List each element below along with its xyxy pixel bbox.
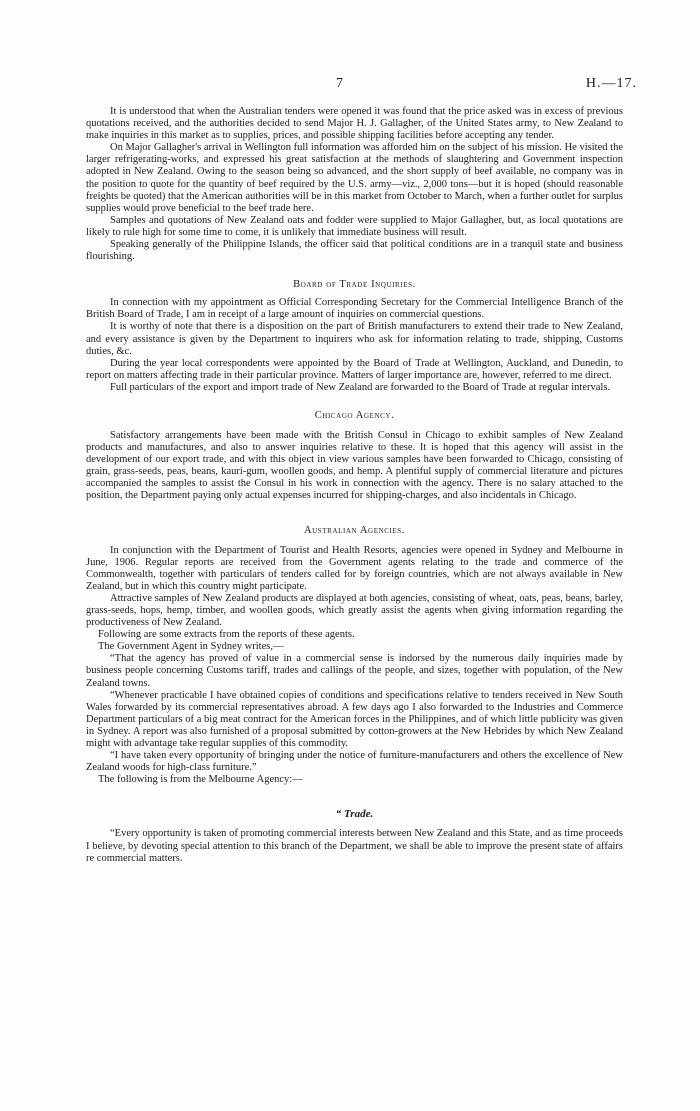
section-title-australian-agencies: Australian Agencies. <box>303 524 406 536</box>
page-header <box>86 76 637 96</box>
australian-agencies-paragraph: In conjunction with the Department of Tourist and Health Resorts, agencies were opened in Sydney and Melbourne in June, 1906. Regular reports are received from the Government agents relating to the trade and commerce of the Commonwealth, together with particulars of tenders called for by foreign countries, which are not always available in New Zealand, but in which this country might participate. <box>86 544 623 592</box>
chicago-agency-paragraph: Satisfactory arrangements have been made with the British Consul in Chicago to exhibit samples of New Zealand products and manufactures, and also to answer inquiries relative to these. It is hoped that this agency will assist in the development of our export trade, and with this object in view various samples have been forwarded to Chicago, consisting of grain, grass-seeds, peas, beans, kauri-gum, woollen goods, and hemp. A plentiful supply of commercial literature and pictures accompanied the samples to assist the Consul in his work in connection with the agency. There is no salary attached to the position, the Department paying only actual expenses incurred for shipping-charges, and also incidentals in Chicago. <box>86 429 623 502</box>
board-of-trade-paragraph: During the year local correspondents were appointed by the Board of Trade at Wellington, Auckland, and Dunedin, to report on matters affecting trade in their particular province. Matters of larger importance are, however, referred to me direct. <box>86 357 623 381</box>
intro-paragraph: Samples and quotations of New Zealand oats and fodder were supplied to Major Gallagher, but, as local quotations are likely to rule high for some time to come, it is unlikely that immediate business will result. <box>86 214 623 238</box>
section-title-board-of-trade: Board of Trade Inquiries. <box>293 279 416 291</box>
trade-paragraph: “Every opportunity is taken of promoting commercial interests between New Zealand and this State, and as time proceeds I believe, by devoting special attention to this branch of the Department, we shall be able to improve the present state of affairs re commercial matters. <box>86 828 623 864</box>
intro-paragraph: Speaking generally of the Philippine Islands, the officer said that political conditions are in a tranquil state and business flourishing. <box>86 239 623 263</box>
quoted-paragraph: “Whenever practicable I have obtained copies of conditions and specifications relative to tenders received in New South Wales forwarded by its commercial representatives abroad. A few days ago I also forwarded to the Industries and Commerce Department particulars of a big meat contract for the American forces in the Philippines, and of which little publicity was given in Sydney. A report was also furnished of a proposal submitted by cotton-growers at the New Hebrides by which New Zealand might with advantage take regular supplies of this commodity. <box>86 689 623 750</box>
australian-agencies-paragraph: Attractive samples of New Zealand products are displayed at both agencies, consisting of wheat, oats, peas, beans, barley, grass-seeds, hops, hemp, timber, and woollen goods, which greatly assist the agents when giving information regarding the productiveness of New Zealand. <box>86 592 623 629</box>
section-title-chicago-agency: Chicago Agency. <box>314 409 395 421</box>
board-of-trade-paragraph: Full particulars of the export and import trade of New Zealand are forwarded to the Board of Trade at regular intervals. <box>110 381 611 393</box>
australian-agencies-paragraph: The Government Agent in Sydney writes,— <box>98 641 284 653</box>
quoted-paragraph: “I have taken every opportunity of bringing under the notice of furniture-manufacturers and others the excellence of New Zealand woods for high-class furniture.” <box>86 750 623 774</box>
section-title-trade: “ Trade. <box>335 808 374 821</box>
australian-agencies-paragraph: The following is from the Melbourne Agency:— <box>98 774 303 786</box>
board-of-trade-paragraph: It is worthy of note that there is a disposition on the part of British manufacturers to extend their trade to New Zealand, and every assistance is given by the Department to inquirers who ask for information relating to trade, shipping, Customs duties, &c. <box>86 321 623 357</box>
intro-paragraph: It is understood that when the Australian tenders were opened it was found that the price asked was in excess of previous quotations received, and the authorities decided to send Major H. J. Gallagher, of the United States army, to New Zealand to make inquiries in this market as to supplies, prices, and possible shipping facilities before accepting any tender. <box>86 106 623 142</box>
quoted-paragraph: “That the agency has proved of value in a commercial sense is indorsed by the numerous daily inquiries made by business people concerning Customs tariff, trades and callings of the people, and sizes, together with population, of the New Zealand towns. <box>86 653 623 689</box>
board-of-trade-paragraph: In connection with my appointment as Official Corresponding Secretary for the Commercial Intelligence Branch of the British Board of Trade, I am in receipt of a large amount of inquiries on commercial questions. <box>86 297 623 321</box>
intro-paragraph: On Major Gallagher's arrival in Wellington full information was afforded him on the subject of his mission. He visited the larger refrigerating-works, and expressed his great satisfaction at the methods of slaughtering and Government inspection adopted in New Zealand. Owing to the season being so advanced, and the short supply of beef available, no company was in the position to quote for the quantity of beef required by the U.S. army—viz., 2,000 tons—but it is hoped (should reasonable freights be quoted) that the American authorities will be in this market from October to March, when a further outlet for surplus supplies would prove beneficial to the beef trade here. <box>86 142 623 214</box>
australian-agencies-paragraph: Following are some extracts from the reports of these agents. <box>98 629 355 641</box>
page-number: 7 <box>336 76 343 91</box>
document-reference: H.—17. <box>585 76 637 91</box>
page-body <box>86 106 623 865</box>
